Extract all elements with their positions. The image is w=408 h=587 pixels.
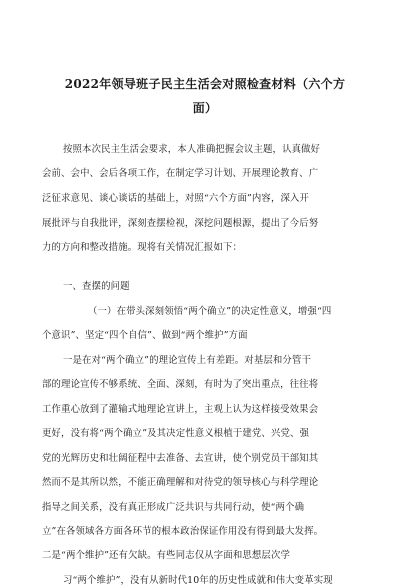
body-line-5: 力的方向和整改措施。现将有关情况汇报如下： (42, 242, 243, 253)
body-line-9: 更好，没有将“两个确立”及其决定性意义根植于建党、兴党、强 (42, 428, 310, 439)
body-line-10: 党的光辉历史和壮阔征程中去准备、去宣讲，使个别党员干部知其 (42, 453, 319, 464)
body-line-12: 指导之间关系，没有真正形成广泛共识与共同行动，使“两个确 (42, 502, 305, 513)
subheading-line-2: 个意识”、坚定“四个自信”、做到“两个维护”方面 (42, 330, 248, 341)
body-line-14: 二是“两个维护”还有欠缺。有些同志仅从字面和思想层次学 (42, 550, 291, 561)
body-line-1: 按照本次民主生活会要求，本人准确把握会议主题，认真做好 (63, 144, 321, 155)
body-line-6: 一是在对“两个确立”的理论宣传上有差距。对基层和分管干 (63, 355, 312, 366)
title-line-2: 面） (192, 101, 218, 115)
body-line-8: 工作重心放到了灌输式地理论宣讲上，主观上认为这样接受效果会 (42, 404, 319, 415)
body-line-13: 立”在各领域各方面各环节的根本政治保证作用没有得到最大发挥。 (42, 526, 324, 537)
body-line-7: 部的理论宣传不够系统、全面、深刻，有时为了突出重点，往往将 (42, 379, 319, 390)
body-line-11: 然而不是其所以然，不能正确理解和对待党的领导核心与科学理论 (42, 477, 319, 488)
document-title (40, 72, 370, 120)
subheading-line-1: （一）在带头深刻领悟“两个确立”的决定性意义，增强“四 (88, 306, 332, 317)
title-line-1: 2022年领导班子民主生活会对照检查材料（六个方 (64, 77, 346, 91)
body-line-3: 泛征求意见、谈心谈话的基础上，对照“六个方面”内容，深入开 (42, 193, 310, 204)
section-heading: 一、查摆的问题 (63, 281, 130, 292)
body-line-2: 会前、会中、会后各项工作，在制定学习计划、开展理论教育、广 (42, 168, 319, 179)
body-line-4: 展批评与自我批评，深刻查摆检视，深挖问题根源，提出了今后努 (42, 218, 319, 229)
body-line-15: 习“两个维护”，没有从新时代10年的历史性成就和伟大变革实现 (63, 575, 333, 586)
